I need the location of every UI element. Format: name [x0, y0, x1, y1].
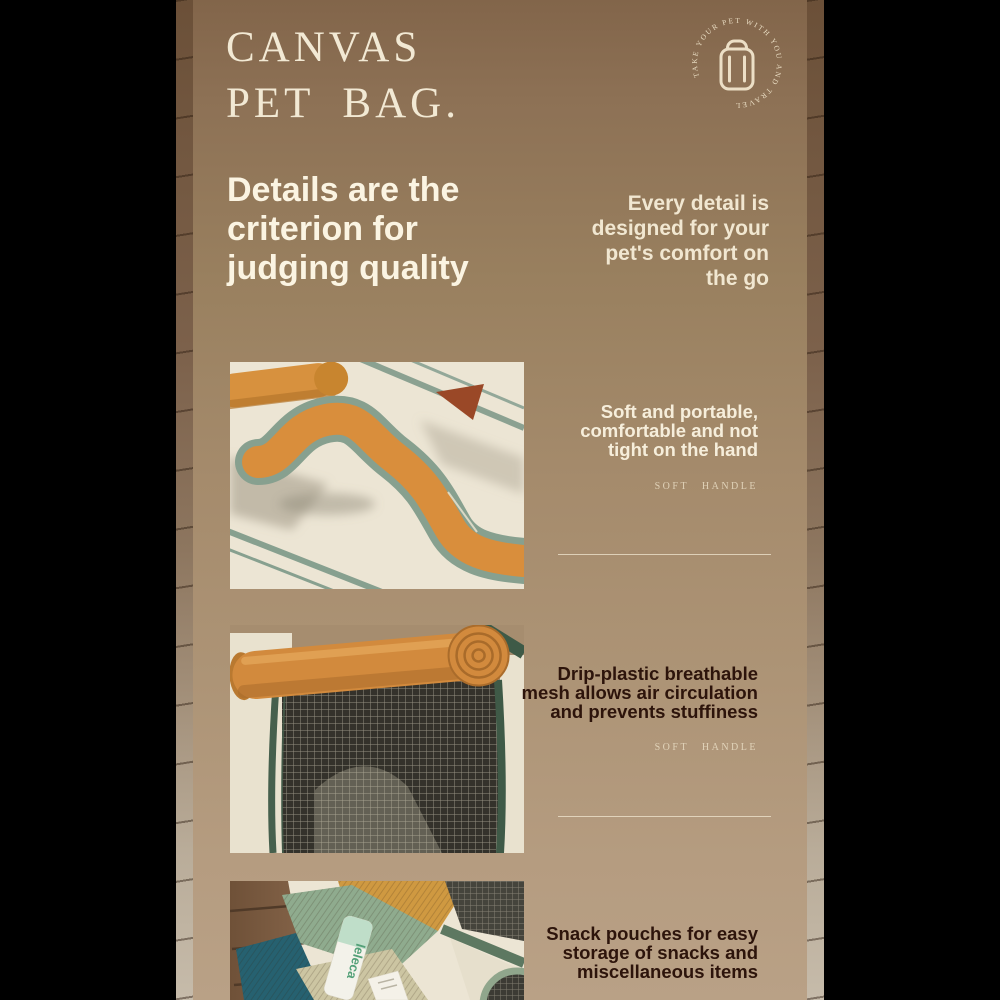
suitcase-icon [721, 41, 753, 89]
caption-line: mesh allows air circulation [521, 682, 758, 703]
caption-line: Drip-plastic breathable [557, 663, 758, 684]
caption-line: storage of snacks and [562, 942, 758, 963]
caption-line: comfortable and not [580, 420, 758, 441]
intro-subheading-line: pet's comfort on [605, 242, 769, 265]
section-tagline: SOFT HANDLE [654, 742, 758, 753]
wood-edge-left [176, 0, 193, 1000]
intro-subheading-line: designed for your [591, 217, 769, 240]
intro-subheading-line: the go [706, 267, 769, 290]
page-title-line: Details are the [227, 171, 460, 209]
tube-brand-label: leleca [343, 941, 369, 981]
handle-top-view-photo [230, 362, 524, 589]
section-tagline: SOFT HANDLE [654, 481, 758, 492]
brand-title [226, 20, 460, 132]
caption-line: Snack pouches for easy [546, 923, 758, 944]
intro-subheading-line: Every detail is [627, 192, 769, 215]
badge-circular-text: TAKE YOUR PET WITH YOU AND TRAVEL [690, 16, 784, 110]
intro-subheading [489, 191, 769, 291]
page-title [227, 171, 469, 288]
travel-stamp-badge [690, 16, 784, 110]
caption-line: Soft and portable, [600, 401, 758, 422]
section-caption [580, 402, 758, 459]
breathable-mesh-photo [230, 625, 524, 853]
page-title-line: judging quality [227, 249, 469, 287]
caption-line: and prevents stuffiness [550, 701, 758, 722]
divider-line [558, 816, 771, 817]
caption-line: tight on the hand [607, 439, 758, 460]
caption-line: miscellaneous items [577, 961, 758, 982]
wood-edge-right [807, 0, 824, 1000]
snack-pouch-photo [230, 881, 524, 1000]
section-caption [522, 664, 758, 721]
divider-line [558, 554, 771, 555]
brand-title-line: CANVAS [226, 24, 422, 71]
brand-title-line: PET BAG. [226, 80, 460, 127]
section-caption [546, 924, 758, 981]
page-title-line: criterion for [227, 210, 418, 248]
